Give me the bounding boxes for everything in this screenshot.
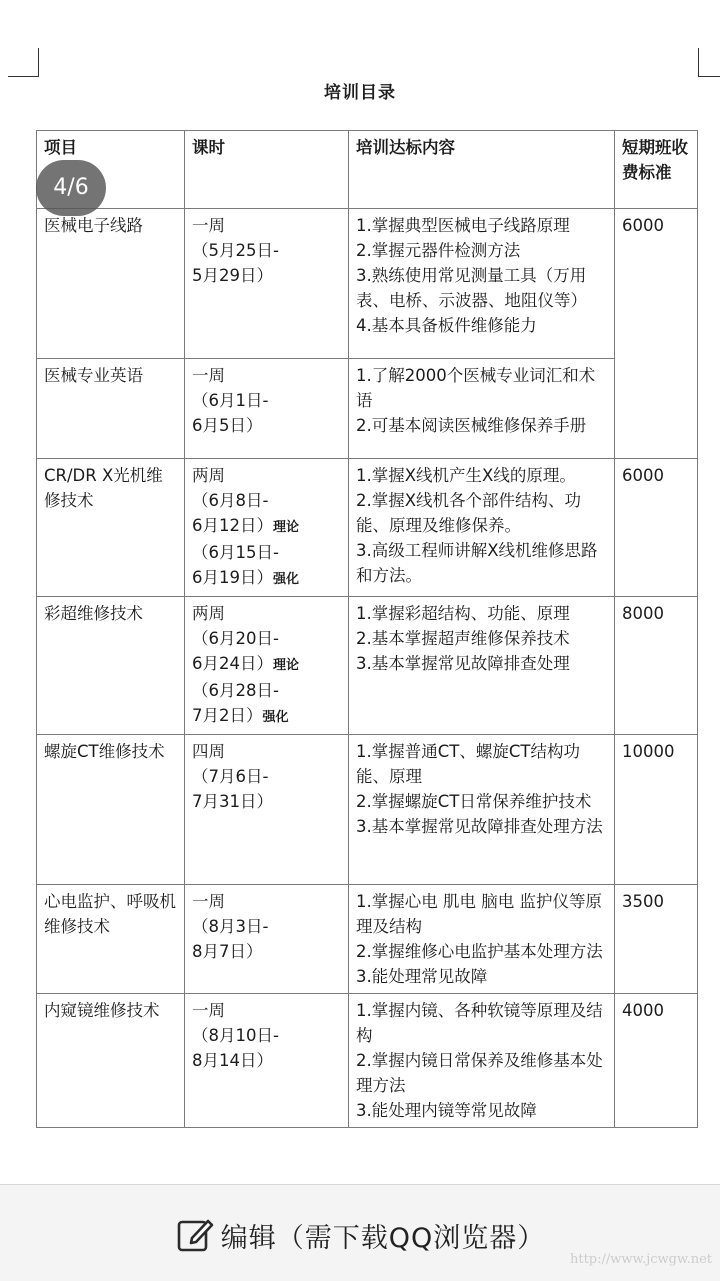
project-cell: 彩超维修技术 [37,597,185,735]
table-row [37,735,698,885]
table-row [37,597,698,735]
hours-cell: 两周 （6月8日- 6月12日）理论 （6月15日- 6月19日）强化 [185,459,349,597]
content-cell: 1.掌握彩超结构、功能、原理 2.基本掌握超声维修保养技术 3.基本掌握常见故障排查处理 [349,597,615,735]
header-project: 项目 [37,131,185,209]
edit-button-label: 编辑（需下载QQ浏览器） [220,1222,546,1254]
watermark: http://www.jcwgw.net [569,1252,712,1267]
hours-cell: 两周 （6月20日- 6月24日）理论 （6月28日- 7月2日）强化 [185,597,349,735]
fee-cell: 3500 [615,885,698,994]
page-indicator-badge: 4/6 [36,160,106,216]
project-cell: 心电监护、呼吸机维修技术 [37,885,185,994]
edit-icon [175,1215,215,1255]
project-cell: 医械电子线路 [37,209,185,359]
table-row [37,459,698,597]
fee-cell: 8000 [615,597,698,735]
project-cell: CR/DR X光机维修技术 [37,459,185,597]
table-row [37,359,698,459]
content-cell: 1.掌握心电 肌电 脑电 监护仪等原理及结构 2.掌握维修心电监护基本处理方法 3.能处理常见故障 [349,885,615,994]
table-row [37,209,698,359]
fee-cell: 4000 [615,994,698,1128]
training-table [36,130,698,1128]
content-cell: 1.掌握内镜、各种软镜等原理及结构 2.掌握内镜日常保养及维修基本处理方法 3.能处理内镜等常见故障 [349,994,615,1128]
bottom-bar [0,1184,720,1281]
hours-cell: 一周 （5月25日- 5月29日） [185,209,349,359]
table-row [37,994,698,1128]
header-fee: 短期班收费标准 [615,131,698,209]
content-cell: 1.了解2000个医械专业词汇和术语 2.可基本阅读医械维修保养手册 [349,359,615,459]
edit-button[interactable] [0,1215,720,1255]
crop-mark-top-right [698,48,720,77]
content-cell: 1.掌握普通CT、螺旋CT结构功能、原理 2.掌握螺旋CT日常保养维护技术 3.基本掌握常见故障排查处理方法 [349,735,615,885]
fee-cell: 10000 [615,735,698,885]
hours-cell: 一周 （8月10日- 8月14日） [185,994,349,1128]
fee-cell: 6000 [615,209,698,459]
project-cell: 螺旋CT维修技术 [37,735,185,885]
hours-cell: 一周 （6月1日- 6月5日） [185,359,349,459]
content-cell: 1.掌握X线机产生X线的原理。 2.掌握X线机各个部件结构、功能、原理及维修保养。 3.高级工程师讲解X线机维修思路和方法。 [349,459,615,597]
fee-cell: 6000 [615,459,698,597]
header-hours: 课时 [185,131,349,209]
document-title: 培训目录 [324,83,396,103]
crop-mark-top-left [8,48,39,77]
project-cell: 医械专业英语 [37,359,185,459]
table-header-row [37,131,698,209]
project-cell: 内窥镜维修技术 [37,994,185,1128]
hours-cell: 四周 （7月6日- 7月31日） [185,735,349,885]
table-row [37,885,698,994]
content-cell: 1.掌握典型医械电子线路原理 2.掌握元器件检测方法 3.熟练使用常见测量工具（万用表、电桥、示波器、地阻仪等） 4.基本具备板件维修能力 [349,209,615,359]
header-content: 培训达标内容 [349,131,615,209]
hours-cell: 一周 （8月3日- 8月7日） [185,885,349,994]
